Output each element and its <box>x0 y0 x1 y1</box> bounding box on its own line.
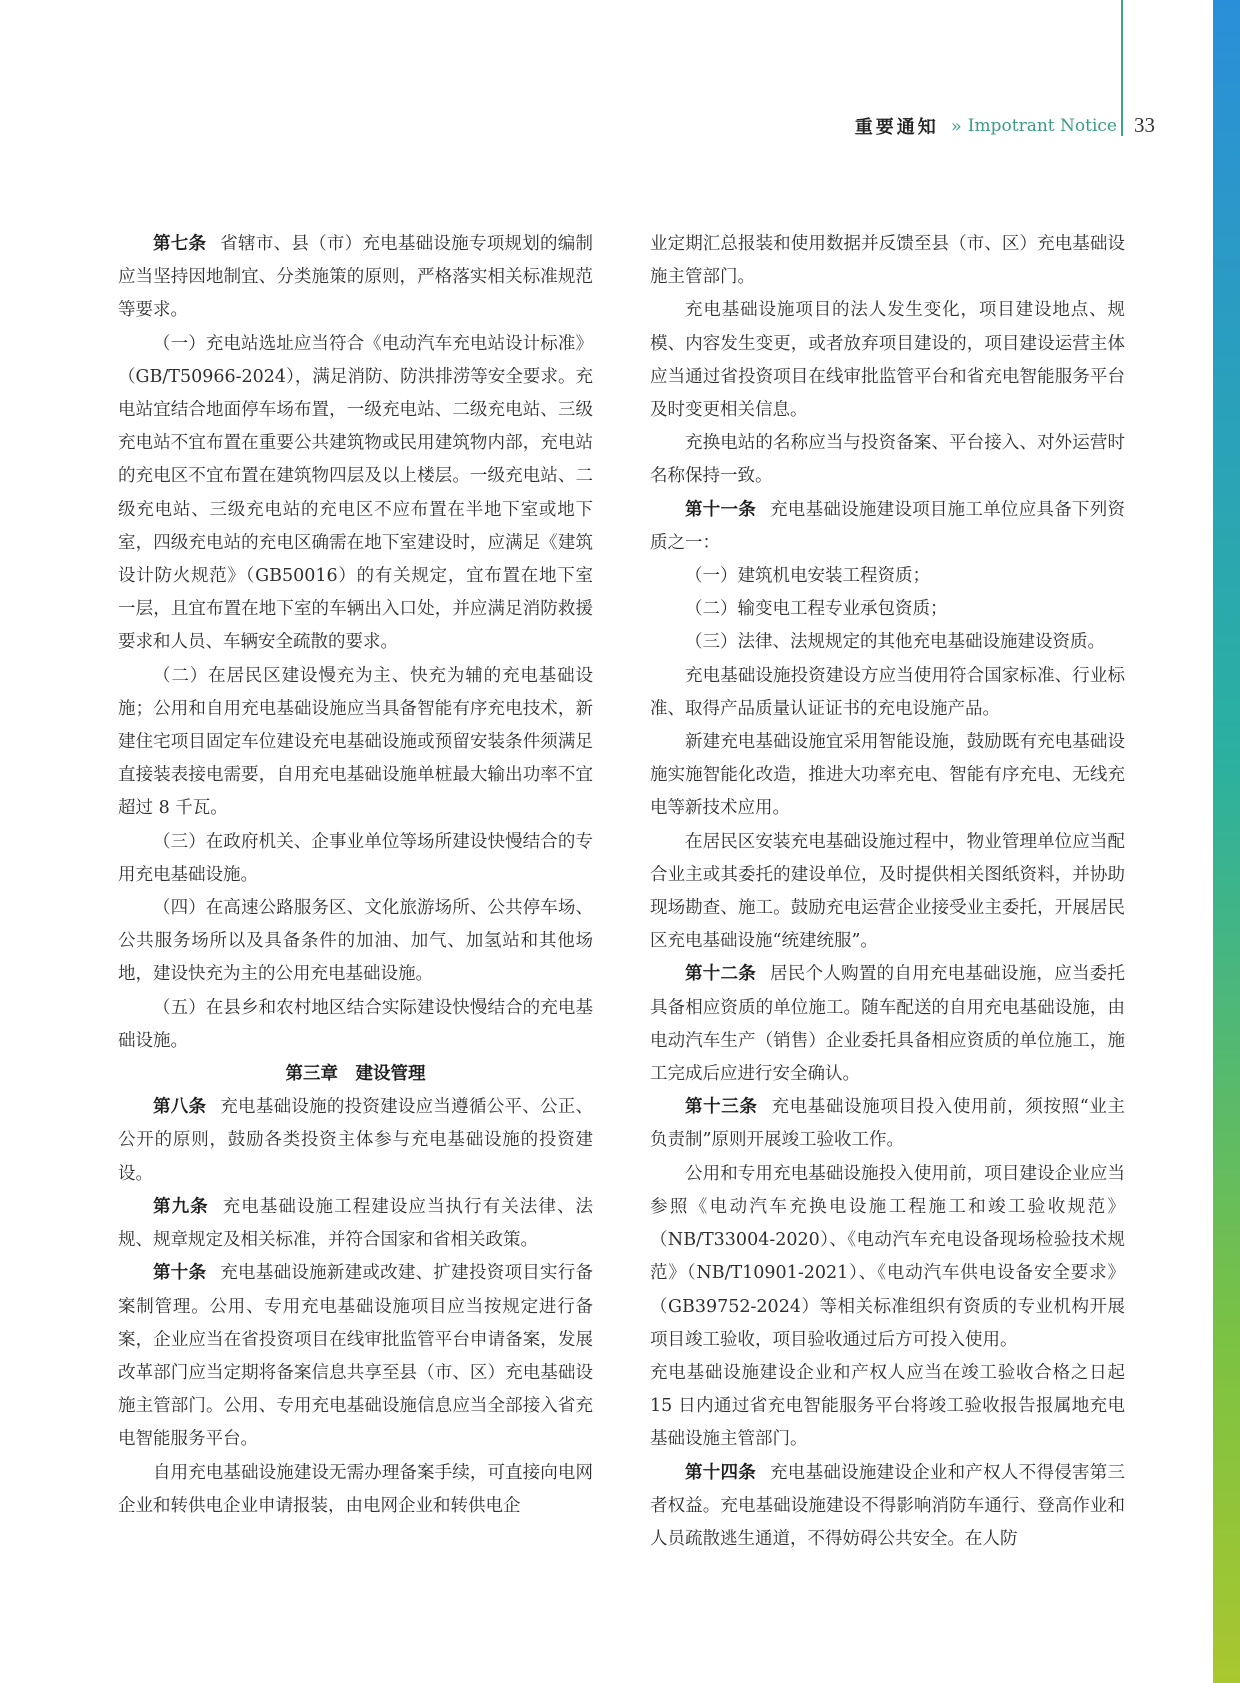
paragraph-text: （五）在县乡和农村地区结合实际建设快慢结合的充电基础设施。 <box>118 997 593 1051</box>
paragraph <box>650 427 1125 493</box>
paragraph <box>650 660 1125 726</box>
article-number: 第十二条 <box>685 964 757 985</box>
article-number: 第十一条 <box>685 499 757 520</box>
paragraph-text: （四）在高速公路服务区、文化旅游场所、公共停车场、公共服务场所以及具备条件的加油、加气、加氢站和其他场地，建设快充为主的公用充电基础设施。 <box>118 898 593 985</box>
paragraph-text: 充电基础设施建设企业和产权人不得侵害第三者权益。充电基础设施建设不得影响消防车通行、登高作业和人员疏散逃生通道，不得妨碍公共安全。在人防 <box>650 1462 1126 1549</box>
paragraph <box>118 328 593 660</box>
paragraph-text: （三）法律、法规规定的其他充电基础设施建设资质。 <box>685 632 1105 653</box>
paragraph-text: 业定期汇总报装和使用数据并反馈至县（市、区）充电基础设施主管部门。 <box>650 234 1125 288</box>
paragraph <box>650 1357 1125 1457</box>
header-vertical-rule <box>1121 0 1123 136</box>
page-number: 33 <box>1134 113 1155 137</box>
paragraph-text: 自用充电基础设施建设无需办理备案手续，可直接向电网企业和转供电企业申请报装，由电网企业和转供电企 <box>118 1462 593 1516</box>
paragraph-text: 充电基础设施新建或改建、扩建投资项目实行备案制管理。公用、专用充电基础设施项目应当按规定进行备案，企业应当在省投资项目在线审批监管平台申请备案，发展改革部门应当定期将备案信息共享至县（市、区）充电基础设施主管部门。公用、专用充电基础设施信息应当全部接入省充电智能服务平台。 <box>118 1263 594 1450</box>
chapter-heading: 第三章 建设管理 <box>285 1064 426 1085</box>
paragraph-text: （三）在政府机关、企事业单位等场所建设快慢结合的专用充电基础设施。 <box>118 831 593 885</box>
article-number: 第八条 <box>153 1097 207 1118</box>
paragraph <box>650 593 1125 626</box>
right-column <box>650 228 1125 1556</box>
paragraph <box>118 826 593 892</box>
left-column <box>118 228 593 1523</box>
article-number: 第十四条 <box>685 1462 757 1483</box>
paragraph-text: （二）在居民区建设慢充为主、快充为辅的充电基础设施；公用和自用充电基础设施应当具备智能有序充电技术，新建住宅项目固定车位建设充电基础设施或预留安装条件须满足直接装表接电需要，自用充电基础设施单桩最大输出功率不宜超过 8 千瓦。 <box>118 665 593 819</box>
paragraph-text: 充电基础设施项目的法人发生变化，项目建设地点、规模、内容发生变更，或者放弃项目建设的，项目建设运营主体应当通过省投资项目在线审批监管平台和省充电智能服务平台及时变更相关信息。 <box>650 300 1125 421</box>
paragraph <box>118 1191 593 1257</box>
paragraph <box>118 1457 593 1523</box>
paragraph <box>118 660 593 826</box>
decorative-gradient-bar <box>1213 0 1240 1683</box>
paragraph <box>650 1457 1125 1557</box>
paragraph-text: （一）建筑机电安装工程资质； <box>685 566 930 587</box>
paragraph <box>650 1091 1125 1157</box>
paragraph-text: 新建充电基础设施宜采用智能设施，鼓励既有充电基础设施实施智能化改造，推进大功率充电、智能有序充电、无线充电等新技术应用。 <box>650 732 1125 819</box>
paragraph <box>118 992 593 1058</box>
paragraph <box>650 726 1125 826</box>
paragraph-text: 公用和专用充电基础设施投入使用前，项目建设企业应当参照《电动汽车充换电设施工程施工和竣工验收规范》（NB/T33004-2020）、《电动汽车充电设备现场检验技术规范》（NB/T10901-2021）、《电动汽车供电设备安全要求》（GB39752-2024）等相关标准组织有资质的专业机构开展项目竣工验收，项目验收通过后方可投入使用。 <box>650 1163 1125 1350</box>
paragraph-text: 居民个人购置的自用充电基础设施，应当委托具备相应资质的单位施工。随车配送的自用充电基础设施，由电动汽车生产（销售）企业委托具备相应资质的单位施工，施工完成后应进行安全确认。 <box>650 964 1126 1085</box>
paragraph <box>118 1257 593 1456</box>
double-chevron-icon: » <box>950 115 962 137</box>
paragraph <box>650 228 1125 294</box>
paragraph <box>650 560 1125 593</box>
paragraph-text: 充电基础设施建设项目施工单位应具备下列资质之一： <box>650 499 1126 553</box>
paragraph <box>118 892 593 992</box>
article-number: 第九条 <box>153 1196 209 1217</box>
paragraph <box>650 958 1125 1091</box>
paragraph <box>650 826 1125 959</box>
paragraph-text: 充电基础设施建设企业和产权人应当在竣工验收合格之日起 15 日内通过省充电智能服务平台将竣工验收报告报属地充电基础设施主管部门。 <box>650 1362 1125 1450</box>
paragraph <box>650 1158 1125 1357</box>
paragraph-text: 充电基础设施投资建设方应当使用符合国家标准、行业标准、取得产品质量认证证书的充电设施产品。 <box>650 665 1125 719</box>
paragraph <box>650 294 1125 427</box>
article-number: 第七条 <box>153 234 207 254</box>
section-title-en: Impotrant Notice <box>967 116 1117 136</box>
paragraph <box>650 626 1125 659</box>
paragraph <box>118 228 593 328</box>
section-title-cn: 重要通知 <box>854 117 939 138</box>
paragraph <box>118 1091 593 1191</box>
article-number: 第十条 <box>153 1263 207 1284</box>
paragraph-text: 省辖市、县（市）充电基础设施专项规划的编制应当坚持因地制宜、分类施策的原则，严格落实相关标准规范等要求。 <box>118 234 594 321</box>
paragraph <box>650 494 1125 560</box>
paragraph-text: 充电基础设施的投资建设应当遵循公平、公正、公开的原则，鼓励各类投资主体参与充电基础设施的投资建设。 <box>118 1097 594 1184</box>
paragraph-text: 在居民区安装充电基础设施过程中，物业管理单位应当配合业主或其委托的建设单位，及时提供相关图纸资料，并协助现场勘查、施工。鼓励充电运营企业接受业主委托，开展居民区充电基础设施“统建统服”。 <box>650 831 1125 952</box>
paragraph-text: 充换电站的名称应当与投资备案、平台接入、对外运营时名称保持一致。 <box>650 433 1125 487</box>
article-number: 第十三条 <box>685 1097 758 1118</box>
paragraph-text: （二）输变电工程专业承包资质； <box>685 599 948 620</box>
paragraph-text: 充电基础设施工程建设应当执行有关法律、法规、规章规定及相关标准，并符合国家和省相关政策。 <box>118 1196 594 1251</box>
running-header <box>830 111 1117 141</box>
paragraph-text: （一）充电站选址应当符合《电动汽车充电站设计标准》（GB/T50966-2024），满足消防、防洪排涝等安全要求。充电站宜结合地面停车场布置，一级充电站、二级充电站、三级充电站不宜布置在重要公共建筑物或民用建筑物内部，充电站的充电区不宜布置在建筑物四层及以上楼层。一级充电站、二级充电站、三级充电站的充电区不应布置在半地下室或地下室，四级充电站的充电区确需在地下室建设时，应满足《建筑设计防火规范》（GB50016）的有关规定，宜布置在地下室一层，且宜布置在地下室的车辆出入口处，并应满足消防救援要求和人员、车辆安全疏散的要求。 <box>118 333 593 653</box>
paragraph-text: 充电基础设施项目投入使用前，须按照“业主负责制”原则开展竣工验收工作。 <box>650 1097 1125 1151</box>
